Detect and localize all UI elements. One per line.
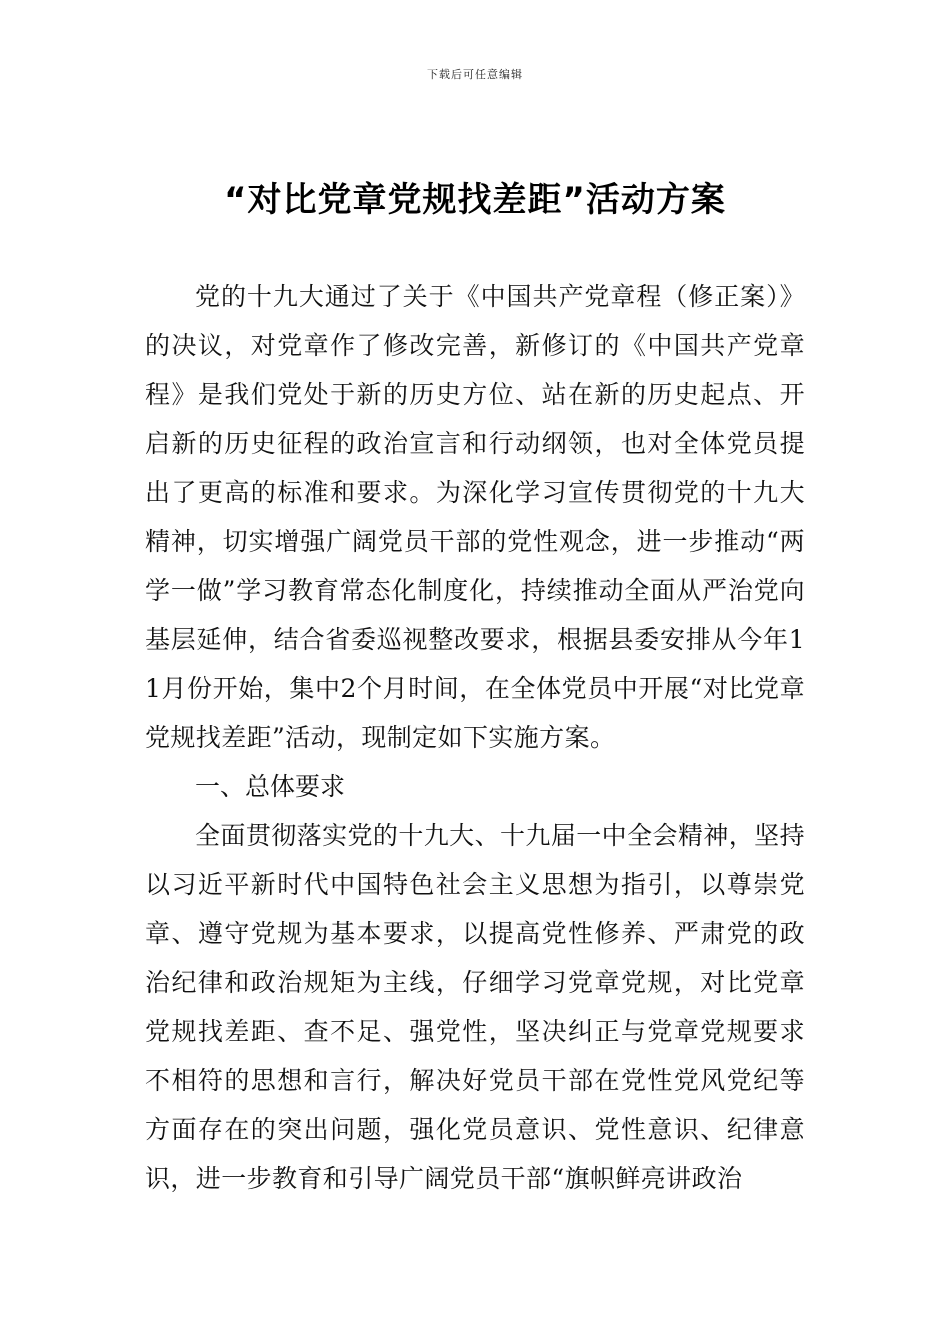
header-note: 下载后可任意编辑 xyxy=(427,68,523,81)
document-title: “对比党章党规找差距”活动方案 xyxy=(224,180,726,220)
section-paragraph: 全面贯彻落实党的十九大、十九届一中全会精神，坚持以习近平新时代中国特色社会主义思想为指引，以尊崇党章、遵守党规为基本要求，以提高党性修养、严肃党的政治纪律和政治规矩为主线，仔细学习党章党规，对比党章党规找差距、查不足、强党性，坚决纠正与党章党规要求不相符的思想和言行，解决好党员干部在党性党风党纪等方面存在的突出问题，强化党员意识、党性意识、纪律意识，进一步教育和引导广阔党员干部“旗帜鲜亮讲政治 xyxy=(145,821,805,1193)
intro-paragraph: 党的十九大通过了关于《中国共产党章程（修正案）》的决议，对党章作了修改完善，新修订的《中国共产党章程》是我们党处于新的历史方位、站在新的历史起点、开启新的历史征程的政治宣言和行动纲领，也对全体党员提出了更高的标准和要求。为深化学习宣传贯彻党的十九大精神，切实增强广阔党员干部的党性观念，进一步推动“两学一做”学习教育常态化制度化，持续推动全面从严治党向基层延伸，结合省委巡视整改要求，根据县委安排从今年11月份开始，集中2个月时间，在全体党员中开展“对比党章党规找差距”活动，现制定如下实施方案。 xyxy=(145,282,805,752)
document-body xyxy=(145,272,805,1203)
section-heading: 一、总体要求 xyxy=(195,772,346,801)
